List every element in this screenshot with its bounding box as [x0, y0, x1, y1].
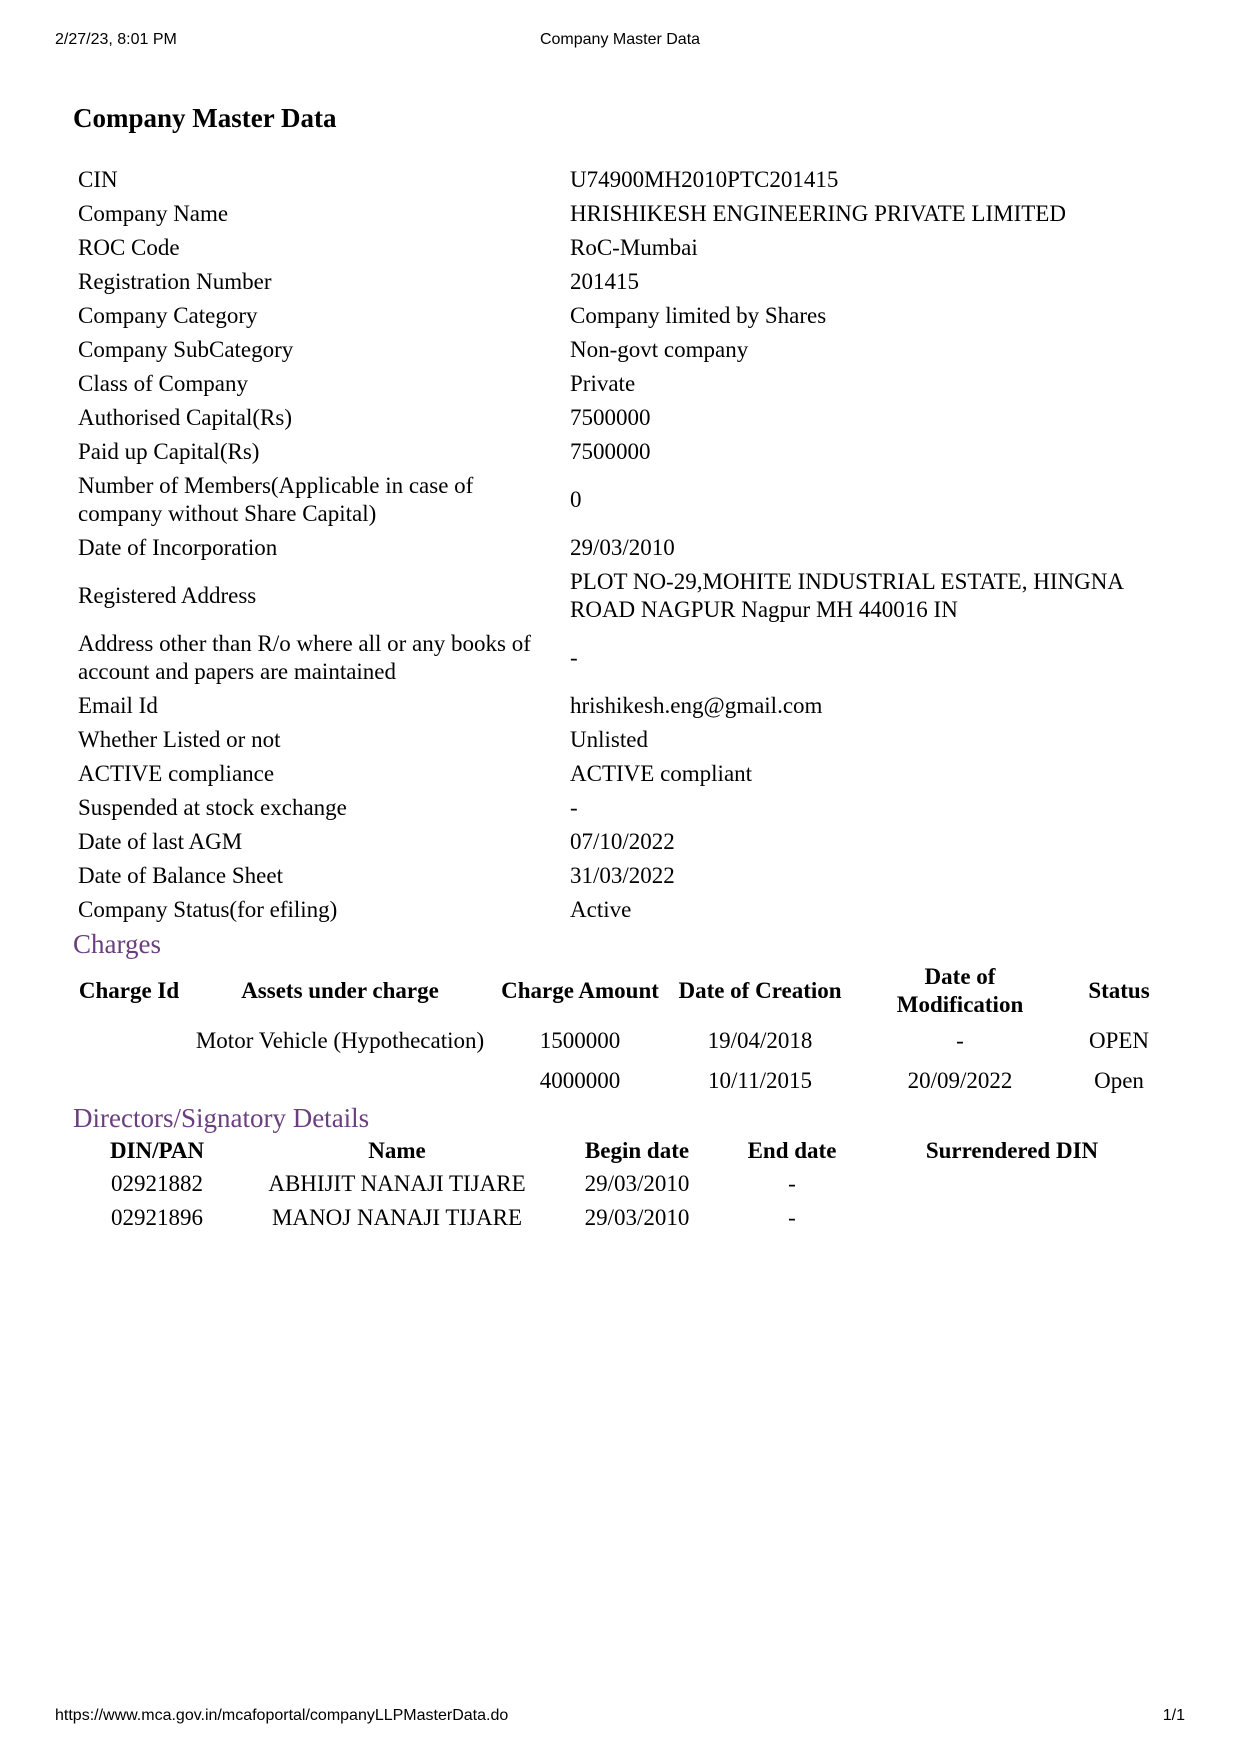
- field-value: Active: [570, 897, 632, 922]
- table-row: [73, 469, 1173, 531]
- field-label: Suspended at stock exchange: [78, 795, 347, 820]
- print-page-number: 1/1: [1162, 1707, 1185, 1724]
- begin-date-cell: 29/03/2010: [584, 1205, 690, 1230]
- field-value: 29/03/2010: [570, 535, 675, 560]
- field-value: Unlisted: [570, 727, 648, 752]
- status-cell: Open: [1094, 1068, 1144, 1093]
- field-label: Authorised Capital(Rs): [78, 405, 292, 430]
- amount-cell: 1500000: [539, 1028, 621, 1053]
- table-row: [73, 723, 1173, 757]
- table-row: [73, 231, 1173, 265]
- amount-cell: 4000000: [539, 1068, 621, 1093]
- field-label: Date of Incorporation: [78, 535, 278, 560]
- table-row: [73, 825, 1173, 859]
- din-cell: 02921896: [111, 1205, 203, 1230]
- table-header-row: [77, 1135, 1157, 1167]
- table-row: [73, 333, 1173, 367]
- field-label: ACTIVE compliance: [78, 761, 275, 786]
- field-value: Company limited by Shares: [570, 303, 827, 328]
- name-cell: MANOJ NANAJI TIJARE: [271, 1205, 523, 1230]
- column-header: End date: [747, 1138, 837, 1163]
- field-value: PLOT NO-29,MOHITE INDUSTRIAL ESTATE, HINGNA ROAD NAGPUR Nagpur MH 440016 IN: [570, 569, 1123, 622]
- table-row: [73, 757, 1173, 791]
- column-header: Date of Creation: [678, 978, 842, 1003]
- column-header: Status: [1088, 978, 1150, 1003]
- table-row: [73, 627, 1173, 689]
- print-title: Company Master Data: [539, 31, 701, 48]
- column-header: Charge Id: [78, 978, 180, 1003]
- field-label: Paid up Capital(Rs): [78, 439, 260, 464]
- field-value: Private: [570, 371, 636, 396]
- print-url: https://www.mca.gov.in/mcafoportal/companyLLPMasterData.do: [55, 1707, 509, 1724]
- field-value: -: [570, 795, 578, 820]
- end-date-cell: -: [788, 1205, 796, 1230]
- field-label: CIN: [78, 167, 118, 192]
- din-cell: 02921882: [111, 1171, 203, 1196]
- field-value: 7500000: [570, 405, 651, 430]
- field-label: Registered Address: [78, 583, 257, 608]
- field-label: Number of Members(Applicable in case of company without Share Capital): [78, 473, 474, 526]
- column-header: Begin date: [584, 1138, 690, 1163]
- table-row: [73, 435, 1173, 469]
- field-label: Company Name: [78, 201, 229, 226]
- field-label: Company Status(for efiling): [78, 897, 338, 922]
- column-header: Name: [368, 1138, 426, 1163]
- field-label: Date of Balance Sheet: [78, 863, 283, 888]
- surrendered-din-cell: [867, 1167, 1157, 1201]
- end-date-cell: -: [788, 1171, 796, 1196]
- assets-cell: Motor Vehicle (Hypothecation): [195, 1028, 485, 1053]
- table-row: [77, 1201, 1157, 1235]
- name-cell: ABHIJIT NANAJI TIJARE: [268, 1171, 526, 1196]
- column-header: Charge Amount: [501, 978, 659, 1003]
- modification-date-cell: -: [956, 1028, 964, 1053]
- modification-date-cell: 20/09/2022: [907, 1068, 1013, 1093]
- table-row: [73, 1021, 1173, 1061]
- field-value: ACTIVE compliant: [570, 761, 753, 786]
- field-label: Whether Listed or not: [78, 727, 281, 752]
- field-label: Company Category: [78, 303, 258, 328]
- directors-title: Directors/Signatory Details: [73, 1103, 370, 1133]
- field-value: -: [570, 645, 578, 670]
- table-row: [73, 367, 1173, 401]
- field-value: RoC-Mumbai: [570, 235, 698, 260]
- charge-id-cell: [73, 1021, 185, 1061]
- field-label: Address other than R/o where all or any books of account and papers are maintained: [78, 631, 531, 684]
- charges-table: [73, 961, 1173, 1101]
- column-header: Surrendered DIN: [925, 1138, 1099, 1163]
- document-content: [73, 100, 1173, 1235]
- field-value: 7500000: [570, 439, 651, 464]
- table-row: [77, 1167, 1157, 1201]
- field-label: ROC Code: [78, 235, 180, 260]
- status-cell: OPEN: [1088, 1028, 1150, 1053]
- field-value: 31/03/2022: [570, 863, 675, 888]
- begin-date-cell: 29/03/2010: [584, 1171, 690, 1196]
- charge-id-cell: [73, 1061, 185, 1101]
- field-value: 201415: [570, 269, 639, 294]
- page-title: Company Master Data: [73, 103, 337, 133]
- column-header: DIN/PAN: [109, 1138, 205, 1163]
- creation-date-cell: 10/11/2015: [708, 1068, 812, 1093]
- field-label: Class of Company: [78, 371, 248, 396]
- table-row: [73, 197, 1173, 231]
- directors-table: [77, 1135, 1157, 1235]
- table-row: [73, 531, 1173, 565]
- charges-title: Charges: [73, 929, 161, 959]
- table-row: [73, 565, 1173, 627]
- table-row: [73, 893, 1173, 927]
- table-header-row: [73, 961, 1173, 1021]
- table-row: [73, 1061, 1173, 1101]
- master-data-table: [73, 163, 1173, 927]
- field-value: U74900MH2010PTC201415: [570, 167, 839, 192]
- surrendered-din-cell: [867, 1201, 1157, 1235]
- field-label: Registration Number: [78, 269, 272, 294]
- field-value: HRISHIKESH ENGINEERING PRIVATE LIMITED: [570, 201, 1066, 226]
- table-row: [73, 401, 1173, 435]
- field-label: Company SubCategory: [78, 337, 294, 362]
- field-value: hrishikesh.eng@gmail.com: [570, 693, 823, 718]
- assets-cell: [185, 1061, 495, 1101]
- column-header: Date of Modification: [896, 964, 1024, 1017]
- creation-date-cell: 19/04/2018: [707, 1028, 813, 1053]
- field-label: Email Id: [78, 693, 158, 718]
- table-row: [73, 299, 1173, 333]
- table-row: [73, 859, 1173, 893]
- table-row: [73, 265, 1173, 299]
- print-datetime: 2/27/23, 8:01 PM: [55, 31, 177, 48]
- field-value: Non-govt company: [570, 337, 749, 362]
- field-label: Date of last AGM: [78, 829, 243, 854]
- table-row: [73, 163, 1173, 197]
- table-row: [73, 791, 1173, 825]
- field-value: 07/10/2022: [570, 829, 675, 854]
- column-header: Assets under charge: [241, 978, 439, 1003]
- field-value: 0: [570, 487, 582, 512]
- table-row: [73, 689, 1173, 723]
